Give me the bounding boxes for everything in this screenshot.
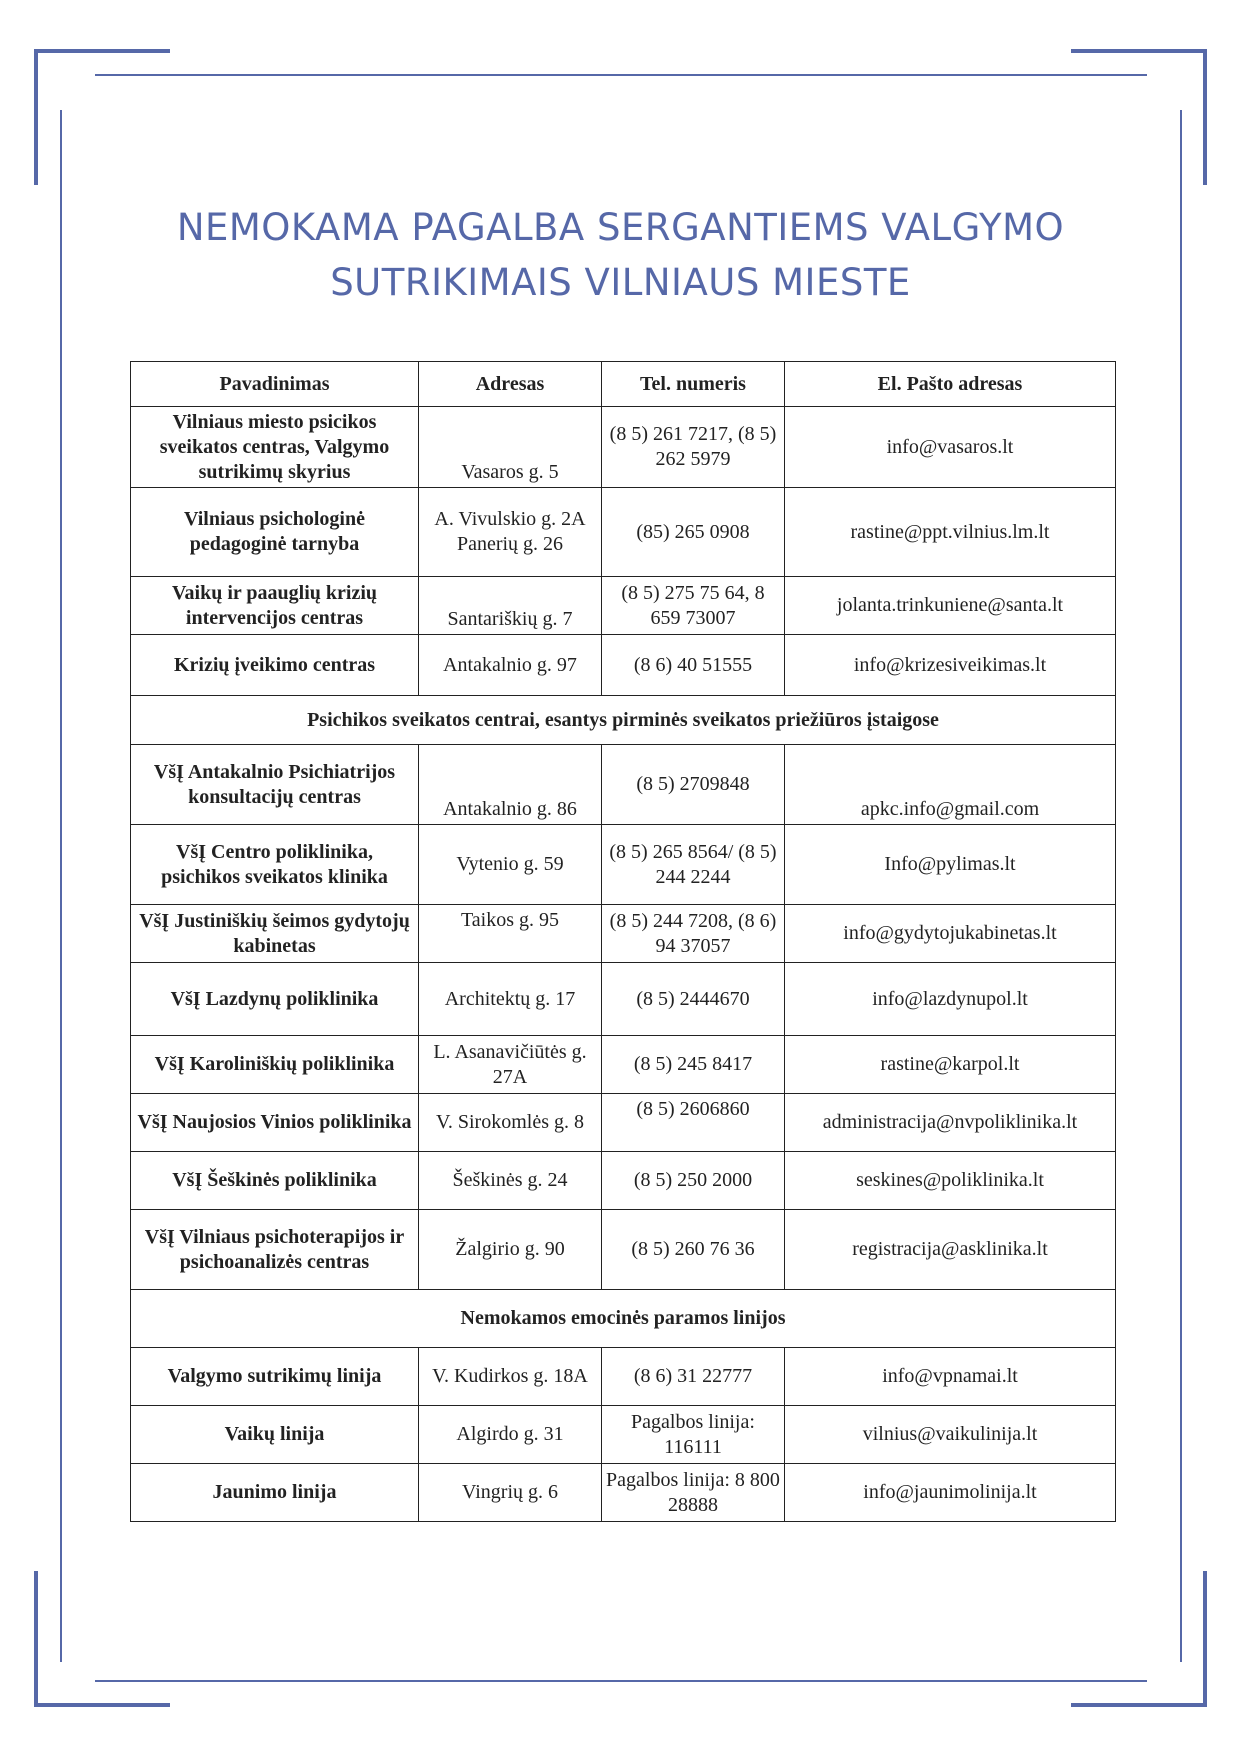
cell-phone: (8 5) 265 8564/ (8 5) 244 2244 [602,825,785,905]
section-support-lines: Nemokamos emocinės paramos linijos [131,1290,1116,1348]
cell-phone: (8 6) 31 22777 [602,1348,785,1406]
cell-phone: Pagalbos linija: 8 800 28888 [602,1464,785,1522]
cell-phone: (8 6) 40 51555 [602,635,785,696]
cell-email: info@vpnamai.lt [785,1348,1116,1406]
cell-name: VšĮ Šeškinės poliklinika [131,1152,419,1210]
cell-email: Info@pylimas.lt [785,825,1116,905]
cell-email: info@lazdynupol.lt [785,963,1116,1036]
frame-top-left-h [34,49,170,53]
cell-phone: (8 5) 250 2000 [602,1152,785,1210]
cell-phone: (8 5) 260 76 36 [602,1210,785,1290]
header-email: El. Pašto adresas [785,362,1116,407]
cell-address: Antakalnio g. 86 [419,745,602,825]
frame-bottom-left-h [34,1703,170,1707]
table-row [131,905,1116,963]
cell-email: rastine@karpol.lt [785,1036,1116,1094]
cell-address: Vytenio g. 59 [419,825,602,905]
cell-name: Vilniaus psichologinė pedagoginė tarnyba [131,488,419,577]
cell-email: info@jaunimolinija.lt [785,1464,1116,1522]
cell-email: info@vasaros.lt [785,407,1116,488]
cell-name: Vilniaus miesto psicikos sveikatos centras, Valgymo sutrikimų skyrius [131,407,419,488]
header-phone: Tel. numeris [602,362,785,407]
cell-name: Vaikų linija [131,1406,419,1464]
frame-left-inner-v [60,110,62,1662]
cell-address: V. Kudirkos g. 18A [419,1348,602,1406]
table-row [131,825,1116,905]
cell-email: vilnius@vaikulinija.lt [785,1406,1116,1464]
cell-address: Žalgirio g. 90 [419,1210,602,1290]
cell-phone: (8 5) 275 75 64, 8 659 73007 [602,577,785,635]
table-row [131,1036,1116,1094]
cell-phone: (8 5) 2709848 [602,745,785,825]
cell-phone: (8 5) 244 7208, (8 6) 94 37057 [602,905,785,963]
cell-name: Krizių įveikimo centras [131,635,419,696]
cell-name: Valgymo sutrikimų linija [131,1348,419,1406]
cell-address: A. Vivulskio g. 2A Panerių g. 26 [419,488,602,577]
cell-name: VšĮ Vilniaus psichoterapijos ir psichoanalizės centras [131,1210,419,1290]
cell-address: Algirdo g. 31 [419,1406,602,1464]
cell-phone: (8 5) 245 8417 [602,1036,785,1094]
cell-name: VšĮ Karoliniškių poliklinika [131,1036,419,1094]
table-row [131,745,1116,825]
cell-email: apkc.info@gmail.com [785,745,1116,825]
table-row [131,1348,1116,1406]
cell-name: VšĮ Justiniškių šeimos gydytojų kabinetas [131,905,419,963]
frame-bottom-inner-line [95,1680,1147,1682]
cell-name: VšĮ Antakalnio Psichiatrijos konsultacijų centras [131,745,419,825]
table-row [131,1152,1116,1210]
cell-phone: (8 5) 2444670 [602,963,785,1036]
cell-address: Architektų g. 17 [419,963,602,1036]
frame-bottom-right-h [1071,1703,1207,1707]
table-row [131,1464,1116,1522]
cell-address: V. Sirokomlės g. 8 [419,1094,602,1152]
cell-name: VšĮ Naujosios Vinios poliklinika [131,1094,419,1152]
frame-right-inner-v [1180,110,1182,1662]
cell-name: VšĮ Centro poliklinika, psichikos sveikatos klinika [131,825,419,905]
cell-email: registracija@asklinika.lt [785,1210,1116,1290]
page-title [0,200,1241,310]
cell-address: Santariškių g. 7 [419,577,602,635]
table-row [131,1094,1116,1152]
cell-address: Vasaros g. 5 [419,407,602,488]
cell-email: info@gydytojukabinetas.lt [785,905,1116,963]
frame-bottom-right-v [1203,1571,1207,1707]
help-contacts-table [130,361,1116,1522]
cell-email: administracija@nvpoliklinika.lt [785,1094,1116,1152]
frame-bottom-left-v [34,1571,38,1707]
table-row [131,1210,1116,1290]
cell-address: Šeškinės g. 24 [419,1152,602,1210]
cell-name: Jaunimo linija [131,1464,419,1522]
cell-email: jolanta.trinkuniene@santa.lt [785,577,1116,635]
cell-phone: (8 5) 2606860 [602,1094,785,1152]
cell-name: VšĮ Lazdynų poliklinika [131,963,419,1036]
frame-top-right-h [1071,49,1207,53]
frame-top-right-v [1203,49,1207,185]
cell-email: info@krizesiveikimas.lt [785,635,1116,696]
cell-address: L. Asanavičiūtės g. 27A [419,1036,602,1094]
section-row [131,696,1116,745]
table-row [131,963,1116,1036]
title-line-2: SUTRIKIMAIS VILNIAUS MIESTE [330,261,911,304]
table-header-row [131,362,1116,407]
header-name: Pavadinimas [131,362,419,407]
frame-top-left-v [34,49,38,185]
cell-address: Taikos g. 95 [419,905,602,963]
table-row [131,577,1116,635]
section-row [131,1290,1116,1348]
header-address: Adresas [419,362,602,407]
table-row [131,488,1116,577]
cell-address: Vingrių g. 6 [419,1464,602,1522]
title-line-1: NEMOKAMA PAGALBA SERGANTIEMS VALGYMO [176,206,1065,249]
cell-address: Antakalnio g. 97 [419,635,602,696]
cell-name: Vaikų ir paauglių krizių intervencijos centras [131,577,419,635]
table-row [131,407,1116,488]
section-primary-care: Psichikos sveikatos centrai, esantys pirminės sveikatos priežiūros įstaigose [131,696,1116,745]
cell-email: seskines@poliklinika.lt [785,1152,1116,1210]
table-row [131,635,1116,696]
frame-top-inner-line [95,74,1147,76]
cell-phone: (8 5) 261 7217, (8 5) 262 5979 [602,407,785,488]
cell-phone: (85) 265 0908 [602,488,785,577]
cell-email: rastine@ppt.vilnius.lm.lt [785,488,1116,577]
table-row [131,1406,1116,1464]
cell-phone: Pagalbos linija: 116111 [602,1406,785,1464]
